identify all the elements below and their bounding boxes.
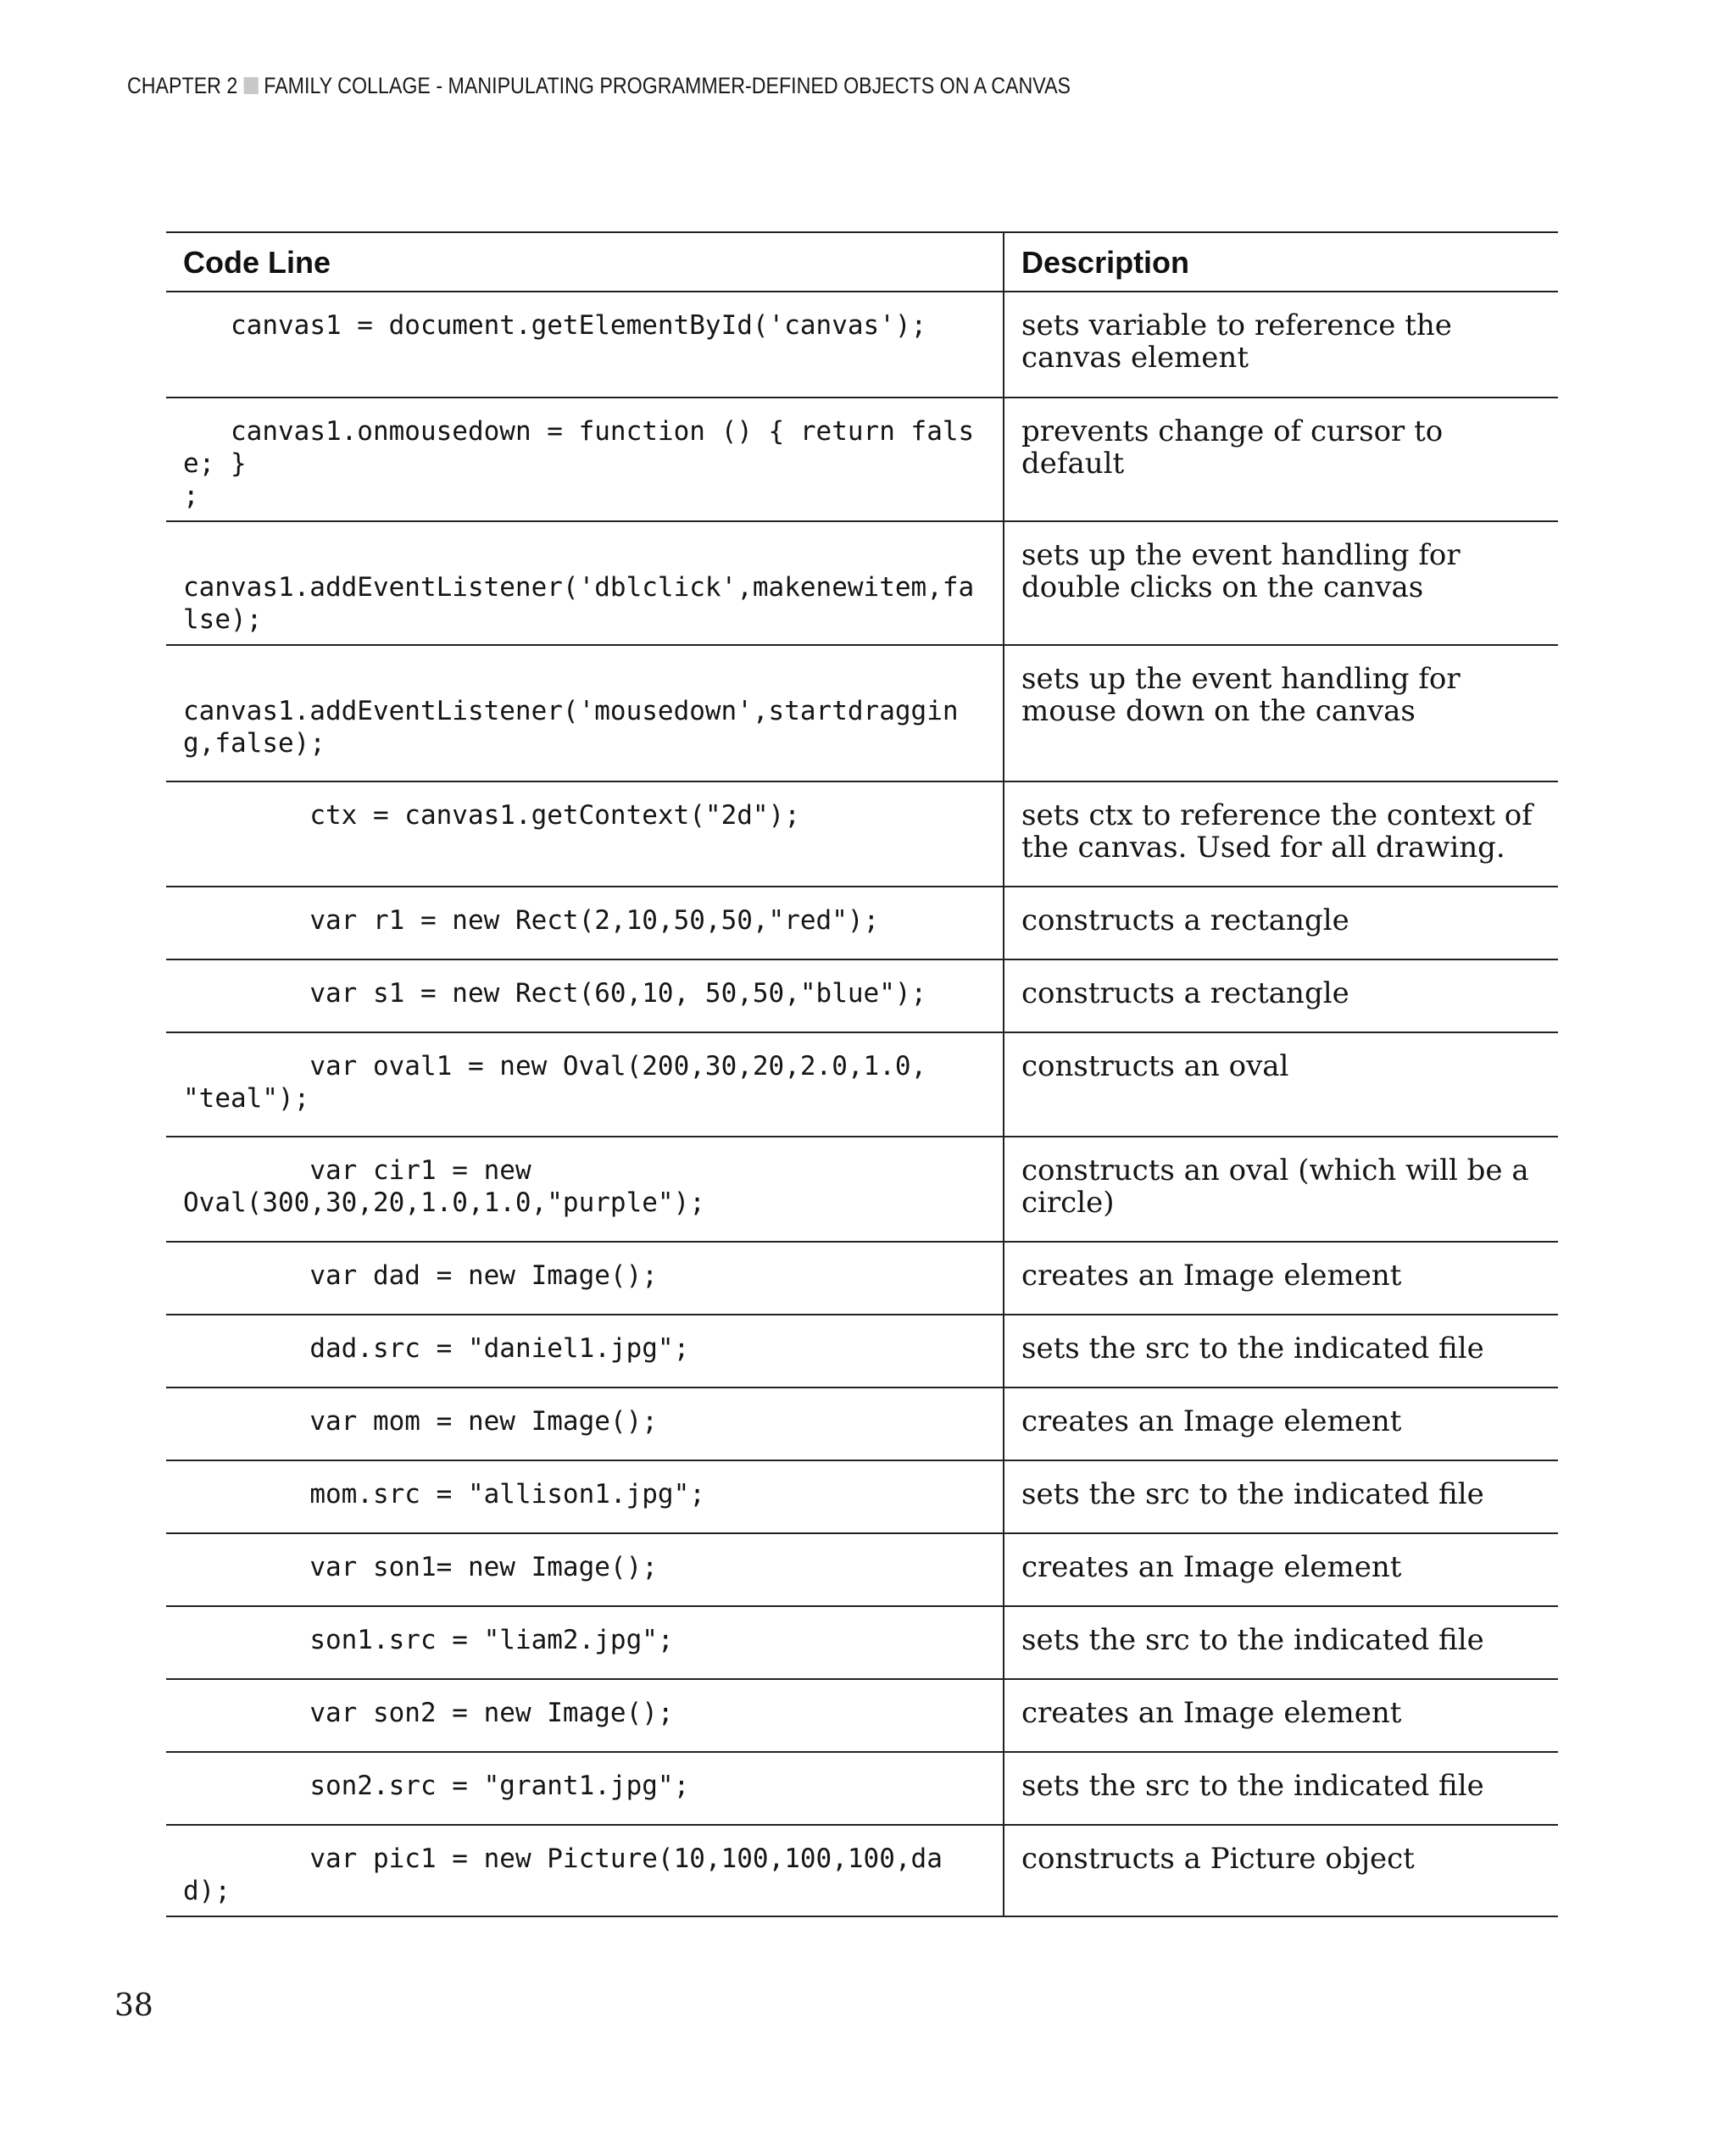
description-cell: creates an Image element	[1004, 1242, 1558, 1315]
code-cell: var cir1 = new Oval(300,30,20,1.0,1.0,"purple");	[166, 1137, 1004, 1242]
description-cell: constructs a Picture object	[1004, 1825, 1558, 1916]
table-row	[166, 521, 1558, 645]
code-cell: ctx = canvas1.getContext("2d");	[166, 781, 1004, 887]
code-cell: canvas1.addEventListener('dblclick',makenewitem,false);	[166, 521, 1004, 645]
table-row	[166, 1460, 1558, 1533]
code-cell: canvas1.onmousedown = function () { return false; } ;	[166, 398, 1004, 521]
code-cell: son2.src = "grant1.jpg";	[166, 1752, 1004, 1825]
description-cell: sets up the event handling for mouse down on the canvas	[1004, 645, 1558, 781]
description-cell: constructs an oval (which will be a circle)	[1004, 1137, 1558, 1242]
code-cell: var r1 = new Rect(2,10,50,50,"red");	[166, 887, 1004, 959]
table-row	[166, 1606, 1558, 1679]
table-row	[166, 1533, 1558, 1606]
description-cell: sets ctx to reference the context of the canvas. Used for all drawing.	[1004, 781, 1558, 887]
description-cell: sets variable to reference the canvas element	[1004, 292, 1558, 398]
description-cell: sets the src to the indicated file	[1004, 1460, 1558, 1533]
table-row	[166, 645, 1558, 781]
code-cell: var oval1 = new Oval(200,30,20,2.0,1.0, "teal");	[166, 1032, 1004, 1137]
description-cell: creates an Image element	[1004, 1533, 1558, 1606]
code-cell: var s1 = new Rect(60,10, 50,50,"blue");	[166, 959, 1004, 1032]
table-row	[166, 1387, 1558, 1460]
description-cell: sets the src to the indicated file	[1004, 1606, 1558, 1679]
table-row	[166, 1242, 1558, 1315]
column-header-code-line: Code Line	[166, 232, 1004, 292]
table-row	[166, 292, 1558, 398]
separator-square-icon	[243, 77, 258, 94]
table-header-row	[166, 232, 1558, 292]
code-description-table	[166, 231, 1558, 1917]
code-cell: mom.src = "allison1.jpg";	[166, 1460, 1004, 1533]
description-cell: creates an Image element	[1004, 1387, 1558, 1460]
table-row	[166, 1137, 1558, 1242]
table-row	[166, 1825, 1558, 1916]
table-row	[166, 1752, 1558, 1825]
description-cell: creates an Image element	[1004, 1679, 1558, 1752]
code-cell: canvas1 = document.getElementById('canvas');	[166, 292, 1004, 398]
description-cell: sets the src to the indicated file	[1004, 1315, 1558, 1387]
code-cell: var son1= new Image();	[166, 1533, 1004, 1606]
table-row	[166, 781, 1558, 887]
table-row	[166, 887, 1558, 959]
table-row	[166, 1679, 1558, 1752]
description-cell: sets the src to the indicated file	[1004, 1752, 1558, 1825]
code-cell: var dad = new Image();	[166, 1242, 1004, 1315]
description-cell: constructs a rectangle	[1004, 887, 1558, 959]
description-cell: prevents change of cursor to default	[1004, 398, 1558, 521]
table-row	[166, 1032, 1558, 1137]
code-cell: var son2 = new Image();	[166, 1679, 1004, 1752]
code-cell: son1.src = "liam2.jpg";	[166, 1606, 1004, 1679]
column-header-description: Description	[1004, 232, 1558, 292]
table-row	[166, 959, 1558, 1032]
description-cell: constructs an oval	[1004, 1032, 1558, 1137]
code-cell: canvas1.addEventListener('mousedown',startdragging,false);	[166, 645, 1004, 781]
description-cell: constructs a rectangle	[1004, 959, 1558, 1032]
code-cell: var mom = new Image();	[166, 1387, 1004, 1460]
table-row	[166, 1315, 1558, 1387]
running-head	[127, 73, 1071, 99]
page-number: 38	[114, 1988, 153, 2023]
code-cell: dad.src = "daniel1.jpg";	[166, 1315, 1004, 1387]
description-cell: sets up the event handling for double clicks on the canvas	[1004, 521, 1558, 645]
chapter-label: CHAPTER 2	[127, 73, 238, 98]
chapter-title: FAMILY COLLAGE - MANIPULATING PROGRAMMER-DEFINED OBJECTS ON A CANVAS	[264, 73, 1071, 98]
code-cell: var pic1 = new Picture(10,100,100,100,dad);	[166, 1825, 1004, 1916]
table-row	[166, 398, 1558, 521]
